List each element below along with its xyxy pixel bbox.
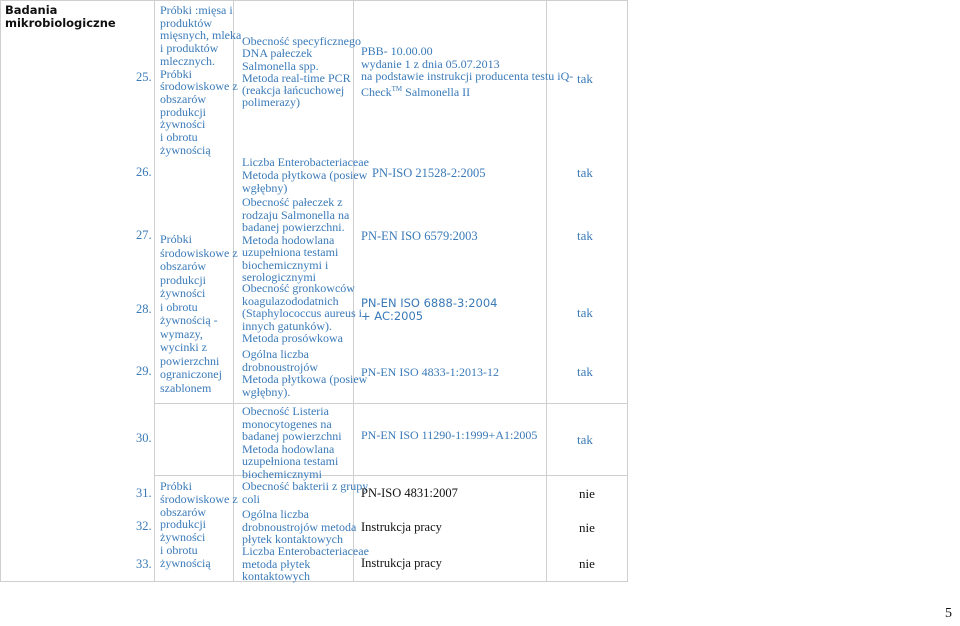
vline-col1 — [154, 0, 155, 582]
test-desc-26: Liczba Enterobacteriaceae Metoda płytkowa (posiew wgłębny) — [242, 155, 369, 195]
test-desc-33: Liczba Enterobacteriaceae metoda płytek kontaktowych — [242, 544, 369, 584]
row-number: 30. — [136, 431, 152, 445]
method-32: Instrukcja pracy — [361, 520, 442, 534]
vline-left — [0, 0, 1, 582]
test-desc-30: Obecność Listeria monocytogenes na badanej powierzchni Metoda hodowlana uzupełniona testami biochemicznymi — [242, 404, 342, 481]
accredited-30: tak — [577, 432, 593, 447]
vline-right — [627, 0, 628, 582]
test-desc-32: Ogólna liczba drobnoustrojów metoda płytek kontaktowych — [242, 507, 357, 547]
row-number: 32. — [136, 519, 152, 533]
method-26: PN-ISO 21528-2:2005 — [372, 166, 486, 180]
test-desc-25: Obecność specyficznego DNA pałeczek Salmonella spp. Metoda real-time PCR (reakcja łańcuchowej polimerazy) — [242, 34, 361, 110]
test-desc-27: Obecność pałeczek z rodzaju Salmonella na badanej powierzchni. Metoda hodowlana uzupełniona testami biochemicznymi i serologicznymi — [242, 195, 350, 284]
test-desc-31: Obecność bakterii z grupy coli — [242, 479, 369, 506]
accredited-33: nie — [579, 556, 595, 571]
row-number: 26. — [136, 165, 152, 179]
hline-row — [155, 403, 627, 404]
sample-type-27-29: Próbki środowiskowe z obszarów produkcji żywności i obrotu żywnością - wymazy, wycinki z powierzchni ograniczonej szablonem — [160, 232, 238, 395]
hline-row — [155, 475, 627, 476]
accredited-28: tak — [577, 305, 593, 320]
method-31: PN-ISO 4831:2007 — [361, 486, 458, 500]
row-number: 25. — [136, 70, 152, 84]
row-number: 29. — [136, 364, 152, 378]
method-33: Instrukcja pracy — [361, 556, 442, 570]
test-desc-29: Ogólna liczba drobnoustrojów Metoda płytkowa (posiew wgłębny). — [242, 347, 368, 399]
category-label: Badania mikrobiologiczne — [5, 3, 116, 30]
sample-type-25: Próbki :mięsa i produktów mięsnych, mleka i produktów mlecznych. Próbki środowiskowe z obszarów produkcji żywności i obrotu żywnością — [160, 3, 242, 157]
row-number: 28. — [136, 302, 152, 316]
accredited-29: tak — [577, 364, 593, 379]
row-number: 33. — [136, 557, 152, 571]
row-number: 31. — [136, 486, 152, 500]
accredited-26: tak — [577, 165, 593, 180]
page-number: 5 — [945, 606, 952, 621]
method-29: PN-EN ISO 4833-1:2013-12 — [361, 365, 499, 379]
accredited-27: tak — [577, 228, 593, 243]
test-desc-28: Obecność gronkowców koagulazododatnich (Staphylococcus aureus i innych gatunków). Metoda prosówkowa — [242, 281, 362, 346]
sample-type-31-33: Próbki środowiskowe z obszarów produkcji żywności i obrotu żywnością — [160, 479, 238, 570]
row-number: 27. — [136, 228, 152, 242]
method-25: PBB- 10.00.00 wydanie 1 z dnia 05.07.2013 na podstawie instrukcji producenta testu iQ- Check™ Salmonella II — [361, 44, 574, 99]
accredited-31: nie — [579, 486, 595, 501]
method-30: PN-EN ISO 11290-1:1999+A1:2005 — [361, 428, 538, 442]
method-28: PN-EN ISO 6888-3:2004 + AC:2005 — [361, 296, 498, 323]
method-27: PN-EN ISO 6579:2003 — [361, 229, 478, 243]
accredited-32: nie — [579, 520, 595, 535]
hline-top — [0, 0, 628, 1]
accredited-25: tak — [577, 71, 593, 86]
